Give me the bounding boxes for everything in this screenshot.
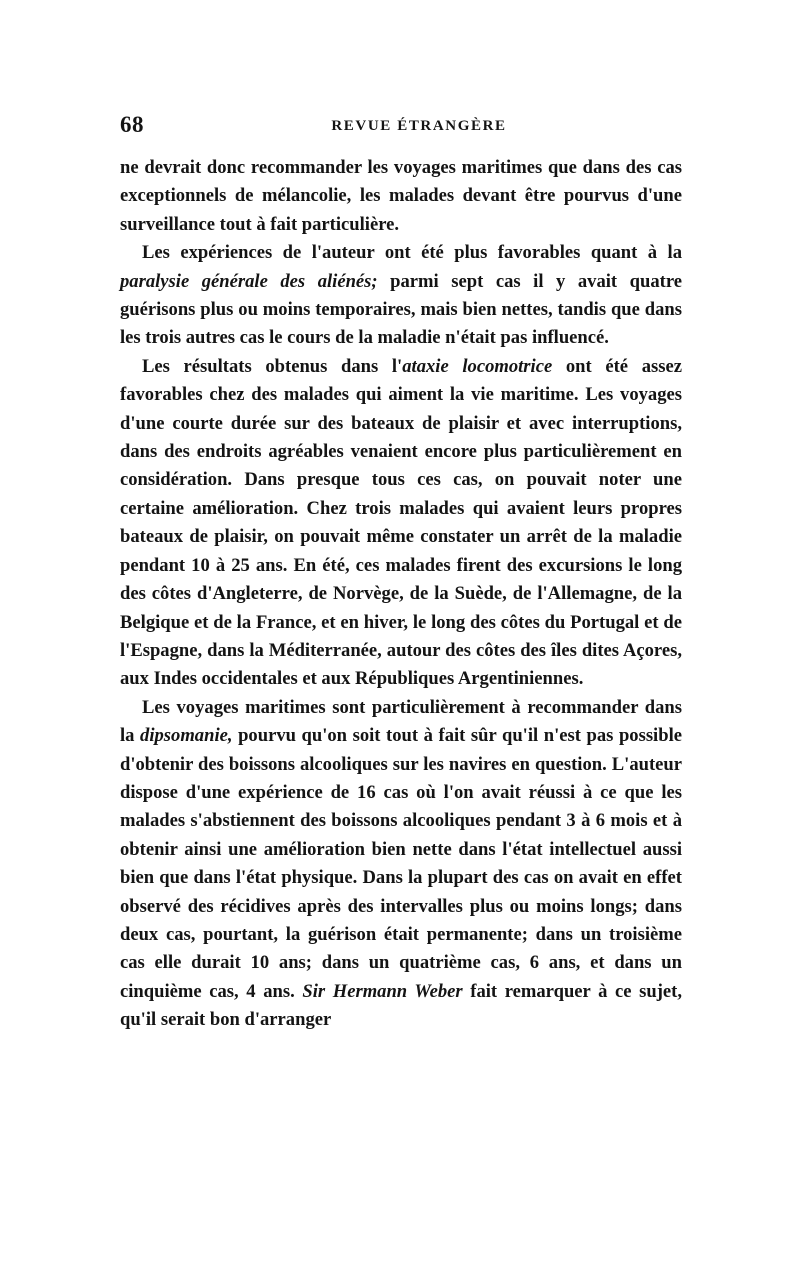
text-run: parmi sept cas il y avait quatre guérisons plus ou moins temporaires, mais bien nettes, tandis que dans les trois autres cas le cours de la maladie n'était pas influencé. (120, 270, 683, 349)
italic-author-name: Sir Hermann Weber (302, 980, 463, 1002)
text-run: ne devrait donc recommander les voyages maritimes que dans des cas exceptionnels de mélancolie, les malades devant être pourvus d'une surveillance tout à fait particulière. (120, 157, 682, 235)
text-run: Les voyages maritimes sont particulièrement à recommander dans la (120, 696, 682, 747)
paragraph-3 (120, 353, 682, 694)
book-page (120, 112, 682, 1035)
paragraph-1 (120, 154, 682, 239)
text-run: Les expériences de l'auteur ont été plus favorables quant à la (142, 242, 682, 264)
italic-term: ataxie locomotrice (402, 355, 553, 377)
text-run: pourvu qu'on soit tout à fait sûr qu'il n'est pas possible d'obtenir des boissons alcooliques sur les navires en question. L'auteur dispose d'une expérience de 16 cas où l'on avait réussi à ce que les malades s'abstiennent des boissons alcooliques pendant 3 à 6 mois et à obtenir ainsi une amélioration bien nette dans l'état intellectuel aussi bien que dans l'état physique. Dans la plupart des cas on avait en effet observé des récidives après des intervalles plus ou moins longs; dans deux cas, pourtant, la guérison était permanente; dans un troisième cas elle durait 10 ans; dans un quatrième cas, 6 ans, et dans un cinquième cas, 4 ans. (120, 725, 682, 1002)
paragraph-2 (120, 239, 682, 353)
running-title: REVUE ÉTRANGÈRE (331, 118, 507, 134)
text-run: ont été assez favorables chez des malades qui aiment la vie maritime. Les voyages d'une courte durée sur des bateaux de plaisir et avec interruptions, dans des endroits agréables venaient encore plus particulièrement en considération. Dans presque tous ces cas, on pouvait noter une certaine amélioration. Chez trois malades qui avaient leurs propres bateaux de plaisir, on pouvait même constater un arrêt de la maladie pendant 10 à 25 ans. En été, ces malades firent des excursions le long des côtes d'Angleterre, de Norvège, de la Suède, de l'Allemagne, de la Belgique et de la France, et en hiver, le long des côtes du Portugal et de l'Espagne, dans la Méditerranée, autour des côtes des îles dites Açores, aux Indes occidentales et aux Républiques Argentiniennes. (120, 355, 682, 690)
page-number: 68 (120, 112, 144, 137)
text-run: fait remarquer à ce sujet, qu'il serait bon d'arranger (120, 980, 682, 1031)
running-head (120, 112, 682, 146)
text-run: Les résultats obtenus dans l' (142, 355, 403, 377)
italic-term: paralysie générale des aliénés; (120, 270, 378, 292)
italic-term: dipsomanie, (140, 725, 233, 747)
paragraph-4 (120, 694, 682, 1035)
body-text (120, 154, 682, 1035)
